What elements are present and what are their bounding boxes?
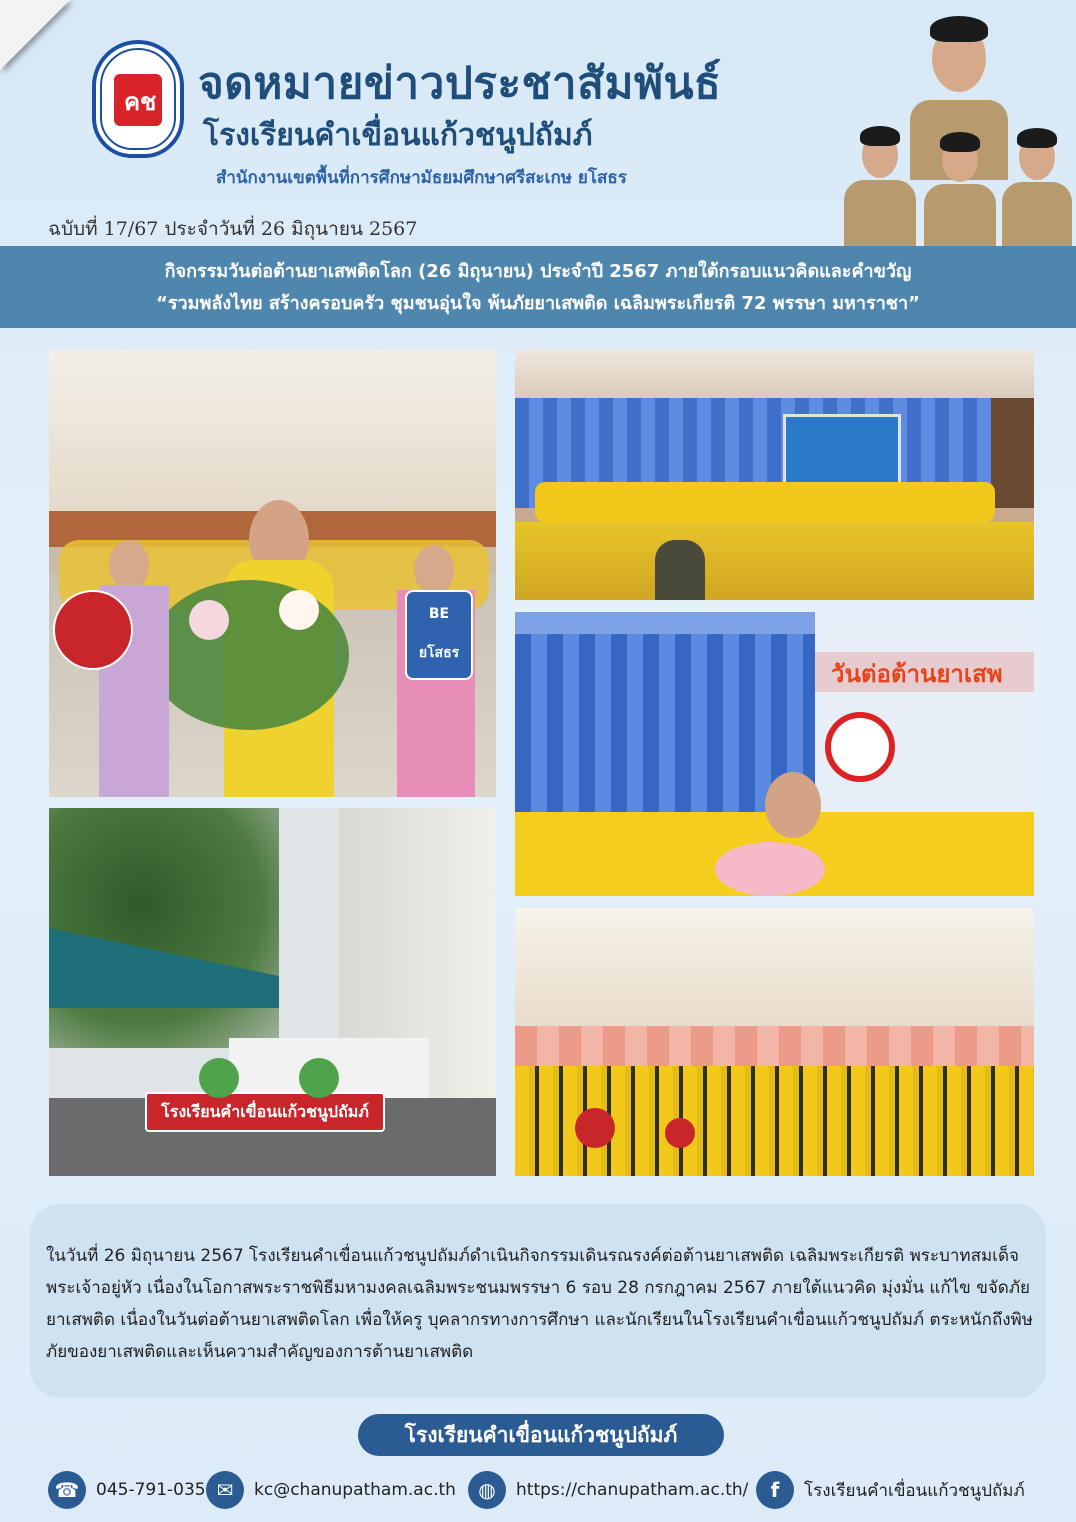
page-curl-decoration (0, 0, 70, 70)
school-logo (92, 40, 184, 158)
campaign-screen (815, 612, 1034, 812)
contact-website[interactable] (468, 1470, 748, 1510)
campaign-screen-title: วันต่อต้านยาเสพ (831, 660, 1003, 688)
campaign-sign-right-top: BE (428, 606, 450, 622)
facebook-text: โรงเรียนคำเขื่อนแก้วชนูปถัมภ์ (804, 1480, 1025, 1501)
photo-speaker-podium (515, 612, 1034, 896)
headline-line-1: กิจกรรมวันต่อต้านยาเสพติดโลก (26 มิถุนายน) ประจำปี 2567 ภายใต้กรอบแนวคิดและคำขวัญ (164, 261, 912, 282)
photo-procession-leader (49, 350, 496, 797)
portrait-deputy-1 (840, 120, 920, 248)
portrait-deputy-2 (920, 128, 1000, 248)
issue-line: ฉบับที่ 17/67 ประจำวันที่ 26 มิถุนายน 2567 (48, 218, 418, 240)
phone-icon: ☎ (48, 1471, 86, 1509)
photo-outdoor-march (49, 808, 496, 1176)
website-text: https://chanupatham.ac.th/ (516, 1480, 749, 1500)
contact-facebook[interactable] (756, 1470, 1025, 1510)
contact-email[interactable] (206, 1470, 456, 1510)
email-text: kc@chanupatham.ac.th (254, 1480, 456, 1500)
summary-box (30, 1204, 1046, 1398)
newsletter-title: จดหมายข่าวประชาสัมพันธ์ (198, 58, 722, 109)
globe-icon: ◍ (468, 1471, 506, 1509)
logo-emblem (114, 74, 162, 126)
mail-icon: ✉ (206, 1471, 244, 1509)
stage-screen (783, 414, 901, 486)
phone-text: 045-791-035 (96, 1480, 206, 1500)
contact-phone[interactable] (48, 1470, 206, 1510)
logo-mark: คช (124, 88, 157, 116)
campaign-sign-left (53, 590, 133, 670)
summary-text: ในวันที่ 26 มิถุนายน 2567 โรงเรียนคำเขื่อนแก้วชนูปถัมภ์ดำเนินกิจกรรมเดินรณรงค์ต่อต้านยาเสพติด เฉลิมพระเกียรติ พระบาทสมเด็จพระเจ้าอยู่หัว เนื่องในโอกาสพระราชพิธีมหามงคลเฉลิมพระชนมพรรษา 6 รอบ 28 กรกฎาคม 2567 ภายใต้แนวคิด มุ่งมั่น แก้ไข ขจัดภัยยาเสพติด เนื่องในวันต่อต้านยาเสพติดโลก เพื่อให้ครู บุคลากรทางการศึกษา และนักเรียนในโรงเรียนคำเขื่อนแก้วชนูปถัมภ์ ตระหนักถึงพิษภัยของยาเสพติดและเห็นความสำคัญของการต้านยาเสพติด (46, 1246, 1033, 1362)
facebook-icon: f (756, 1471, 794, 1509)
staff-portraits (840, 10, 1076, 248)
school-name: โรงเรียนคำเขื่อนแก้วชนูปถัมภ์ (203, 118, 593, 153)
photo-hall-crowd (515, 908, 1034, 1176)
office-name: สำนักงานเขตพื้นที่การศึกษามัธยมศึกษาศรีสะเกษ ยโสธร (216, 168, 627, 188)
portrait-deputy-3 (998, 122, 1076, 248)
school-march-banner: โรงเรียนคำเขื่อนแก้วชนูปถัมภ์ (145, 1092, 385, 1132)
headline-banner (0, 246, 1076, 328)
campaign-sign-right-text: ยโสธร (418, 645, 460, 661)
photo-auditorium-stage (515, 350, 1034, 600)
footer-school-pill: โรงเรียนคำเขื่อนแก้วชนูปถัมภ์ (358, 1414, 724, 1456)
headline-line-2: “รวมพลังไทย สร้างครอบครัว ชุมชนอุ่นใจ พ้นภัยยาเสพติด เฉลิมพระเกียรติ 72 พรรษา มหาราชา” (156, 293, 920, 314)
